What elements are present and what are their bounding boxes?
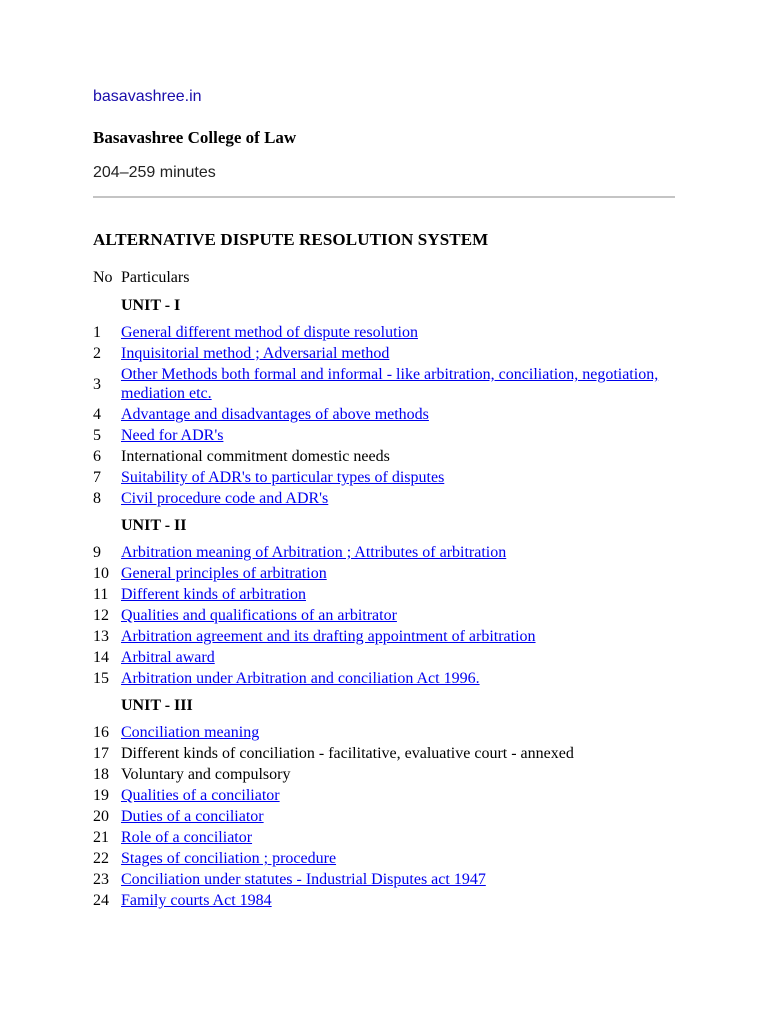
college-name: Basavashree College of Law (93, 128, 297, 147)
table-row (93, 404, 675, 425)
row-particulars (121, 605, 675, 626)
table-row (93, 722, 675, 743)
row-particulars (121, 869, 675, 890)
topic-link[interactable]: Arbitration under Arbitration and conciliation Act 1996. (121, 670, 480, 687)
topic-link[interactable]: Stages of conciliation ; procedure (121, 850, 337, 867)
row-particulars (121, 446, 675, 467)
table-row (93, 446, 675, 467)
row-particulars (121, 563, 675, 584)
column-header-particulars: Particulars (121, 269, 190, 286)
row-number: 13 (93, 628, 109, 645)
row-number: 8 (93, 490, 101, 507)
table-row (93, 542, 675, 563)
document-title: ALTERNATIVE DISPUTE RESOLUTION SYSTEM (93, 230, 489, 249)
row-number: 12 (93, 607, 109, 624)
row-number: 16 (93, 724, 109, 741)
unit-heading: UNIT - I (121, 297, 181, 314)
topic-link[interactable]: General principles of arbitration (121, 565, 327, 582)
unit-spacer (93, 509, 121, 542)
row-particulars (121, 785, 675, 806)
row-number: 19 (93, 787, 109, 804)
topic-link[interactable]: Duties of a conciliator (121, 808, 264, 825)
row-number: 1 (93, 324, 101, 341)
table-row (93, 806, 675, 827)
row-number: 10 (93, 565, 109, 582)
topic-link[interactable]: Arbitration agreement and its drafting appointment of arbitration (121, 628, 536, 645)
syllabus-body (93, 289, 675, 911)
unit-heading: UNIT - II (121, 517, 187, 534)
row-number: 17 (93, 745, 109, 762)
table-row (93, 364, 675, 404)
row-particulars (121, 364, 675, 404)
topic-text: Different kinds of conciliation - facilitative, evaluative court - annexed (121, 745, 574, 762)
syllabus-table (93, 266, 675, 911)
column-header-no: No (93, 269, 113, 286)
row-particulars (121, 425, 675, 446)
table-row (93, 563, 675, 584)
row-number: 9 (93, 544, 101, 561)
row-particulars (121, 322, 675, 343)
row-particulars (121, 806, 675, 827)
row-number: 11 (93, 586, 109, 603)
row-particulars (121, 404, 675, 425)
unit-heading-row (93, 689, 675, 722)
row-number: 20 (93, 808, 109, 825)
row-particulars (121, 343, 675, 364)
row-number: 7 (93, 469, 101, 486)
table-row (93, 425, 675, 446)
row-number: 4 (93, 406, 101, 423)
row-particulars (121, 848, 675, 869)
table-row (93, 322, 675, 343)
table-row (93, 467, 675, 488)
row-particulars (121, 488, 675, 509)
table-row (93, 343, 675, 364)
unit-spacer (93, 689, 121, 722)
row-number: 23 (93, 871, 109, 888)
row-particulars (121, 626, 675, 647)
row-number: 6 (93, 448, 101, 465)
table-row (93, 647, 675, 668)
row-particulars (121, 890, 675, 911)
topic-text: Voluntary and compulsory (121, 766, 291, 783)
row-particulars (121, 743, 675, 764)
table-row (93, 848, 675, 869)
row-number: 5 (93, 427, 101, 444)
topic-link[interactable]: Conciliation meaning (121, 724, 260, 741)
topic-link[interactable]: Advantage and disadvantages of above methods (121, 406, 429, 423)
row-number: 18 (93, 766, 109, 783)
table-row (93, 605, 675, 626)
topic-link[interactable]: Suitability of ADR's to particular types of disputes (121, 469, 445, 486)
row-particulars (121, 647, 675, 668)
topic-link[interactable]: Civil procedure code and ADR's (121, 490, 329, 507)
table-row (93, 668, 675, 689)
row-number: 14 (93, 649, 109, 666)
table-row (93, 827, 675, 848)
topic-text: International commitment domestic needs (121, 448, 390, 465)
row-particulars (121, 827, 675, 848)
topic-link[interactable]: Qualities of a conciliator (121, 787, 280, 804)
reading-duration: 204–259 minutes (93, 164, 216, 181)
topic-link[interactable]: Arbitral award (121, 649, 215, 666)
table-header-row (93, 266, 675, 289)
row-particulars (121, 764, 675, 785)
row-number: 3 (93, 375, 101, 393)
row-particulars (121, 542, 675, 563)
row-number: 22 (93, 850, 109, 867)
row-particulars (121, 467, 675, 488)
site-link[interactable]: basavashree.in (93, 88, 202, 105)
row-number: 2 (93, 345, 101, 362)
table-row (93, 626, 675, 647)
table-row (93, 869, 675, 890)
topic-link[interactable]: Role of a conciliator (121, 829, 253, 846)
row-particulars (121, 668, 675, 689)
row-number: 21 (93, 829, 109, 846)
unit-spacer (93, 289, 121, 322)
topic-link[interactable]: Different kinds of arbitration (121, 586, 306, 603)
unit-heading: UNIT - III (121, 697, 193, 714)
topic-link[interactable]: Other Methods both formal and informal - like arbitration, conciliation, negotiation, mediation etc. (121, 366, 659, 402)
divider (93, 196, 675, 198)
table-row (93, 890, 675, 911)
table-row (93, 785, 675, 806)
table-row (93, 764, 675, 785)
unit-heading-row (93, 289, 675, 322)
row-number: 15 (93, 670, 109, 687)
row-number: 24 (93, 892, 109, 909)
topic-link[interactable]: General different method of dispute resolution (121, 324, 418, 341)
topic-link[interactable]: Need for ADR's (121, 427, 224, 444)
topic-link[interactable]: Conciliation under statutes - Industrial Disputes act 1947 (121, 871, 486, 888)
topic-link[interactable]: Family courts Act 1984 (121, 892, 272, 909)
topic-link[interactable]: Inquisitorial method ; Adversarial method (121, 345, 390, 362)
topic-link[interactable]: Arbitration meaning of Arbitration ; Attributes of arbitration (121, 544, 507, 561)
topic-link[interactable]: Qualities and qualifications of an arbitrator (121, 607, 397, 624)
table-row (93, 584, 675, 605)
table-row (93, 743, 675, 764)
table-row (93, 488, 675, 509)
unit-heading-row (93, 509, 675, 542)
row-particulars (121, 722, 675, 743)
row-particulars (121, 584, 675, 605)
